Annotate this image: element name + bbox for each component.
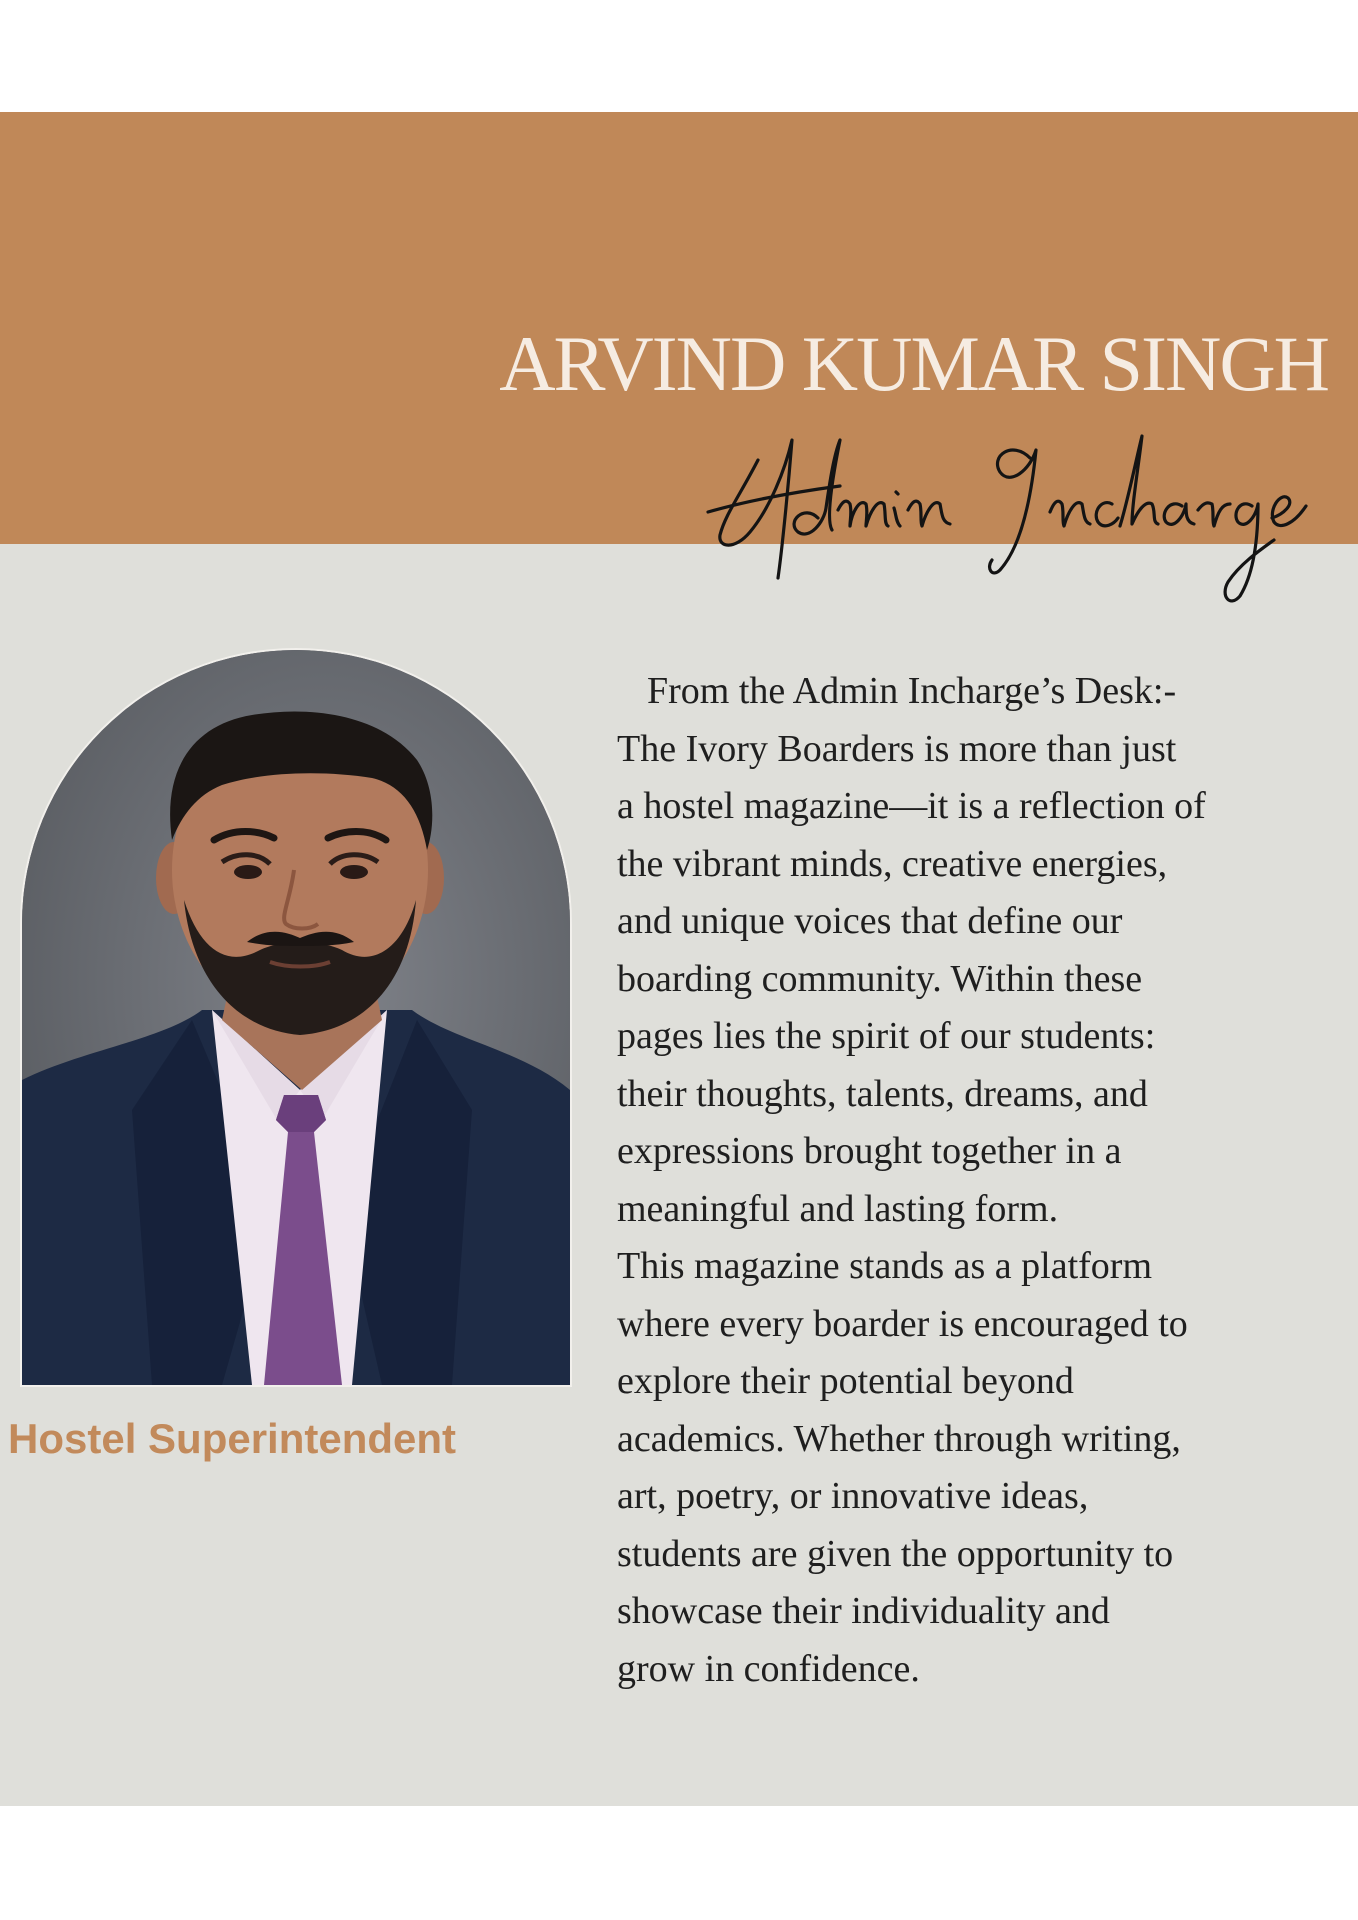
message-line: and unique voices that define our bbox=[617, 900, 1123, 942]
message-line: a hostel magazine—it is a reflection of bbox=[617, 785, 1206, 827]
message-line: explore their potential beyond bbox=[617, 1360, 1074, 1402]
role-signature bbox=[700, 400, 1340, 620]
person-portrait-illustration bbox=[22, 650, 570, 1385]
portrait-caption: Hostel Superintendent bbox=[8, 1415, 457, 1462]
message-line: academics. Whether through writing, bbox=[617, 1417, 1181, 1460]
message-line: where every boarder is encouraged to bbox=[617, 1302, 1188, 1345]
message-line: This magazine stands as a platform bbox=[617, 1245, 1153, 1287]
portrait-photo bbox=[22, 650, 570, 1385]
message-line: students are given the opportunity to bbox=[617, 1532, 1174, 1575]
message-line: boarding community. Within these bbox=[617, 957, 1143, 1000]
person-name: ARVIND KUMAR SINGH bbox=[499, 320, 1328, 407]
message-line: the vibrant minds, creative energies, bbox=[617, 842, 1168, 885]
message-line: meaningful and lasting form. bbox=[617, 1187, 1059, 1230]
message-line: The Ivory Boarders is more than just bbox=[617, 727, 1177, 770]
message-heading: From the Admin Incharge’s Desk:- bbox=[647, 670, 1177, 712]
message-line: their thoughts, talents, dreams, and bbox=[617, 1072, 1148, 1115]
message-line: art, poetry, or innovative ideas, bbox=[617, 1475, 1089, 1517]
message-line: showcase their individuality and bbox=[617, 1590, 1110, 1632]
message-line: expressions brought together in a bbox=[617, 1130, 1122, 1172]
message-line: grow in confidence. bbox=[617, 1647, 920, 1690]
message-line: pages lies the spirit of our students: bbox=[617, 1015, 1156, 1057]
signature-script-graphic bbox=[700, 400, 1340, 620]
message-body bbox=[617, 663, 1347, 1698]
